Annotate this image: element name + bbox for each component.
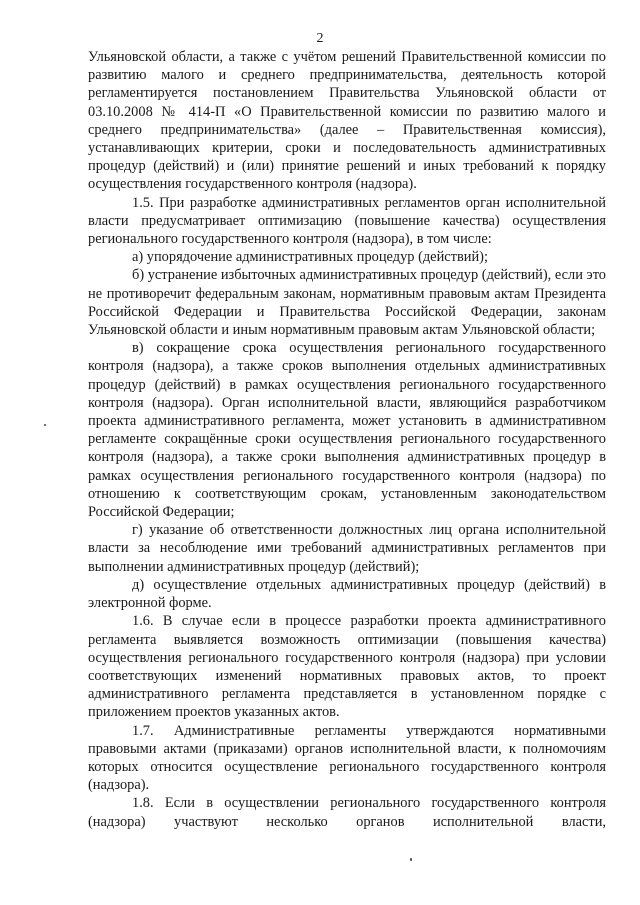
list-item-d: д) осуществление отдельных административных процедур (действий) в электронной форме. — [88, 576, 606, 612]
paragraph-1-7: 1.7. Административные регламенты утверждаются нормативными правовыми актами (приказами) органов исполнительной власти, к полномочиям которых относится осуществление регионального государственного контроля (надзора). — [88, 722, 606, 794]
scan-speck — [410, 858, 412, 861]
page-number: 2 — [316, 31, 324, 46]
list-item-g: г) указание об ответственности должностных лиц органа исполнительной власти за несоблюдение ими требований административных регламентов при выполнении административных процедур (действий); — [88, 522, 606, 575]
list-item-b: б) устранение избыточных административных процедур (действий), если это не противоречит федеральным законам, нормативным правовым актам Президента Российской Федерации и Правительства Российской Федерации, законам Ульяновской области и иным нормативным правовым актам Ульяновской области; — [88, 267, 606, 339]
document-body — [88, 48, 606, 831]
list-item-a: а) упорядочение административных процедур (действий); — [132, 249, 488, 266]
paragraph-1-5: 1.5. При разработке административных регламентов орган исполнительной власти предусматривает оптимизацию (повышение качества) осуществления регионального государственного контроля (надзора), в том числе: — [88, 194, 606, 248]
paragraph-continuation: Ульяновской области, а также с учётом решений Правительственной комиссии по развитию малого и среднего предпринимательства, деятельность которой регламентируется постановлением Правительства Ульяновской области от 03.10.2008 № 414-П «О Правительственной комиссии по развитию малого и среднего предпринимательства» (далее – Правительственная комиссия), устанавливающих критерии, сроки и последовательность административных процедур (действий) и (или) принятие решений и иных требований к порядку осуществления государственного контроля (надзора). — [88, 49, 606, 193]
paragraph-1-8: 1.8. Если в осуществлении регионального государственного контроля (надзора) участвуют несколько органов исполнительной власти, — [88, 795, 606, 830]
paragraph-1-6: 1.6. В случае если в процессе разработки проекта административного регламента выявляется возможность оптимизации (повышения качества) осуществления регионального государственного контроля (надзора) при условии соответствующих изменений нормативных правовых актов, то проект административного регламента представляется в установленном порядке с приложением проектов указанных актов. — [88, 613, 606, 721]
scan-speck — [44, 424, 46, 426]
list-item-v: в) сокращение срока осуществления регионального государственного контроля (надзора), а также сроков выполнения отдельных административных процедур (действий) в рамках осуществления регионального государственного контроля (надзора). Орган исполнительной власти, являющийся разработчиком проекта административного регламента, может установить в административном регламенте сокращённые сроки осуществления регионального государственного контроля (надзора), а также сроки выполнения административных процедур в рамках осуществления регионального государственного контроля (надзора) по отношению к соответствующим срокам, установленным законодательством Российской Федерации; — [88, 340, 606, 521]
